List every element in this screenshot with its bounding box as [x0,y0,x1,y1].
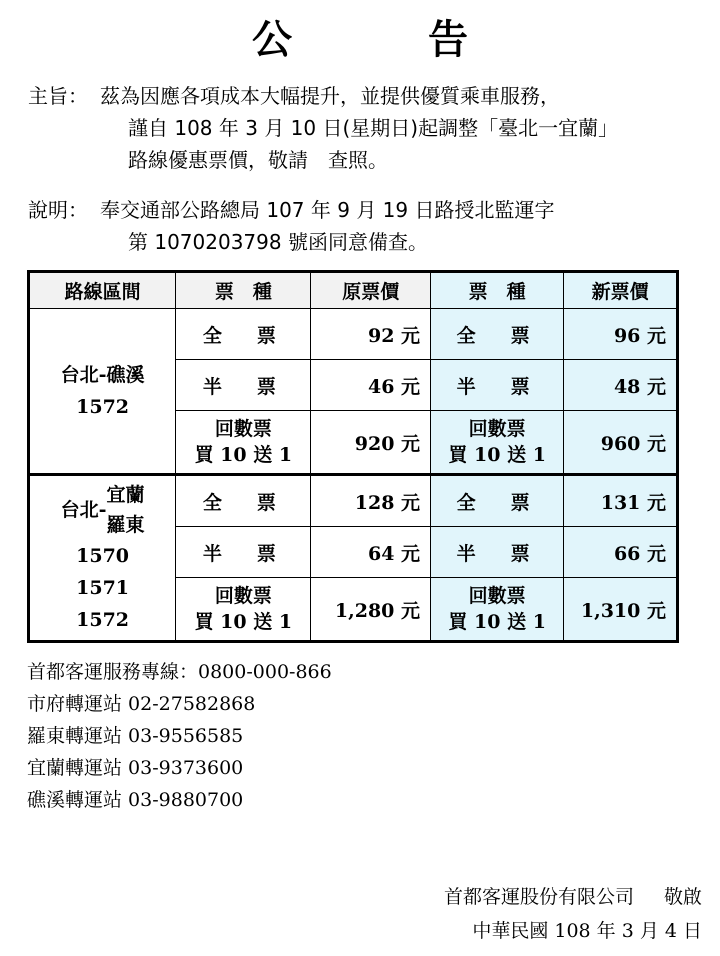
route-number: 1571 [76,577,130,599]
notice-title: 公 告 [252,16,516,63]
new-price: 66 元 [564,527,678,578]
new-price: 960 元 [564,411,678,475]
route-cell-yilan-luodong [29,475,176,642]
old-price: 920 元 [311,411,431,475]
old-price: 92 元 [311,309,431,360]
contact-jiaoxi-station: 礁溪轉運站 03-9880700 [27,789,244,811]
explanation-line-1: 奉交通部公路總局 107 年 9 月 19 日路授北監運字 [100,198,555,222]
route-destinations [107,480,145,540]
fare-table [27,270,679,643]
new-ticket-type [431,578,564,642]
header-route: 路線區間 [29,272,176,309]
new-ticket-type-line-1: 回數票 [468,418,526,440]
route-destination-1: 宜蘭 [106,484,145,506]
subject-label: 主旨： [28,84,88,108]
issue-date: 中華民國 108 年 3 月 4 日 [472,920,702,942]
header-new-ticket-type: 票 種 [431,272,564,309]
ticket-type: 全 票 [176,309,311,360]
explanation-label: 說明： [28,198,88,222]
contact-luodong-station: 羅東轉運站 03-9556585 [27,725,244,747]
new-ticket-type-line-2: 買 10 送 1 [448,444,546,466]
new-price: 96 元 [564,309,678,360]
route-name-block [30,480,175,540]
new-ticket-type: 半 票 [431,360,564,411]
ticket-type: 半 票 [176,527,311,578]
route-number: 1572 [76,609,130,631]
header-new-price: 新票價 [564,272,678,309]
ticket-type-line-2: 買 10 送 1 [194,444,293,466]
ticket-type [176,411,311,475]
ticket-type-line-2: 買 10 送 1 [194,611,293,633]
explanation-line-2: 第 1070203798 號函同意備查。 [128,230,428,254]
new-price: 1,310 元 [564,578,678,642]
contact-hotline: 首都客運服務專線：0800-000-866 [27,661,332,683]
ticket-type-line-1: 回數票 [214,585,272,607]
old-price: 1,280 元 [311,578,431,642]
route-cell-jiaoxi [29,309,176,475]
route-number: 1570 [76,545,130,567]
ticket-type-line-1: 回數票 [214,418,272,440]
company-name: 首都客運股份有限公司 [443,886,634,908]
explanation-paragraph [28,194,555,258]
subject-paragraph [28,80,618,176]
table-row [29,309,678,360]
closing: 敬啟 [663,886,702,908]
header-ticket-type: 票 種 [176,272,311,309]
old-price: 128 元 [311,475,431,527]
route-prefix: 台北- [60,499,107,521]
route-name: 台北-礁溪 [60,364,145,386]
ticket-type [176,578,311,642]
old-price: 64 元 [311,527,431,578]
signature-block [444,880,702,948]
ticket-type: 全 票 [176,475,311,527]
new-ticket-type [431,411,564,475]
subject-line-2: 謹自 108 年 3 月 10 日(星期日)起調整「臺北一宜蘭」 [128,116,619,140]
table-header-row [29,272,678,309]
subject-line-3: 路線優惠票價，敬請 查照。 [128,148,388,172]
route-destination-2: 羅東 [106,514,145,536]
route-number: 1572 [76,396,130,418]
new-ticket-type-line-2: 買 10 送 1 [448,611,546,633]
contact-yilan-station: 宜蘭轉運站 03-9373600 [27,757,244,779]
new-ticket-type: 半 票 [431,527,564,578]
subject-line-1: 茲為因應各項成本大幅提升，並提供優質乘車服務， [100,84,560,108]
new-ticket-type-line-1: 回數票 [468,585,526,607]
contact-list [27,656,332,816]
new-ticket-type: 全 票 [431,475,564,527]
ticket-type: 半 票 [176,360,311,411]
new-ticket-type: 全 票 [431,309,564,360]
contact-city-hall-station: 市府轉運站 02-27582868 [27,693,256,715]
new-price: 48 元 [564,360,678,411]
header-old-price: 原票價 [311,272,431,309]
table-row [29,475,678,527]
new-price: 131 元 [564,475,678,527]
old-price: 46 元 [311,360,431,411]
